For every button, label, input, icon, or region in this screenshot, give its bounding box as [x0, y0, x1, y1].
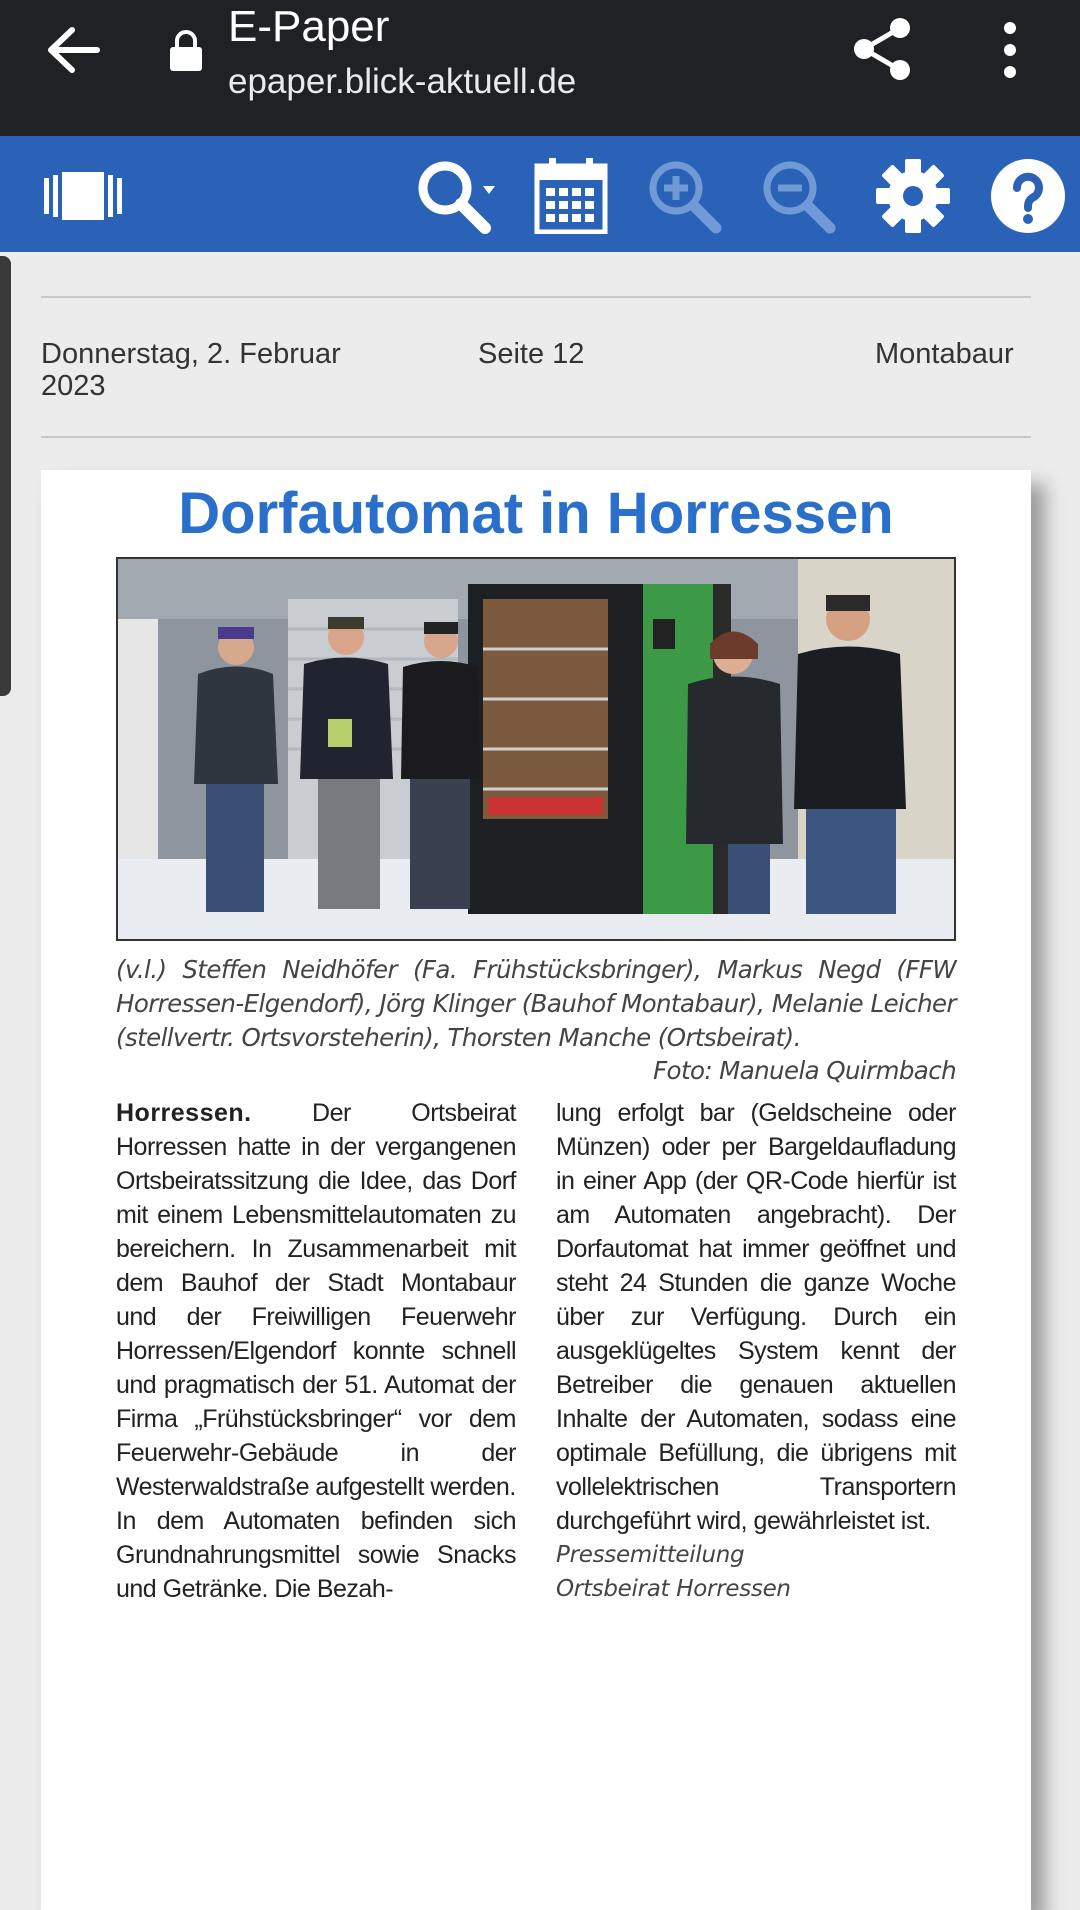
- page-title: E-Paper: [228, 2, 390, 51]
- photo-caption: (v.l.) Steffen Neidhöfer (Fa. Frühstücksbringer), Markus Negd (FFW Horressen-Elgendorf), Jörg Klinger (Bauhof Montabaur), Melanie Leicher (stellvertr. Ortsvorsteherin), Thorsten Manche (Ortsbeirat).: [116, 955, 956, 1052]
- more-vert-icon[interactable]: [990, 20, 1030, 82]
- side-drawer-handle[interactable]: [0, 256, 11, 696]
- press-release-author: Ortsbeirat Horressen: [556, 1576, 791, 1602]
- page-number: Seite 12: [478, 338, 585, 370]
- share-icon[interactable]: [848, 14, 918, 84]
- article-paragraph: Der Ortsbeirat Horressen hatte in der vergangenen Ortsbeiratssitzung die Idee, das Dorf mit einem Lebensmittelautomaten zu bereichern. In Zusammenarbeit mit dem Bauhof der Stadt Montabaur und der Freiwilligen Feuerwehr Horressen/Elgendorf konnte schnell und pragmatisch der 51. Automat der Firma „Frühstücksbringer“ vor dem Feuerwehr-Gebäude in der Westerwaldstraße aufgestellt werden.: [116, 1099, 516, 1501]
- back-arrow-icon[interactable]: [38, 20, 108, 80]
- help-icon[interactable]: [990, 158, 1066, 234]
- issue-date: Donnerstag, 2. Februar 2023: [41, 338, 341, 402]
- article-photo: [116, 557, 956, 941]
- article-lead: Horressen.: [116, 1099, 252, 1127]
- newspaper-page[interactable]: [41, 470, 1031, 1910]
- article-paragraph: In dem Automaten befinden sich Grundnahrungsmittel sowie Snacks und Getränke. Die Bezah-: [116, 1507, 516, 1603]
- press-release-label: Pressemitteilung: [556, 1542, 745, 1568]
- pages-icon[interactable]: [44, 158, 122, 234]
- article-paragraph: lung erfolgt bar (Geldscheine oder Münzen) oder per Bargeldaufladung in einer App (der QR-Code hierfür ist am Automaten angebracht). Der Dorfautomat hat immer geöffnet und steht 24 Stunden die ganze Woche über zur Verfügung. Durch ein ausgeklügeltes System kennt der Betreiber die genauen aktuellen Inhalte der Automaten, sodass eine optimale Befüllung, die übrigens mit vollelektrischen Transportern durchgeführt wird, gewährleistet ist.: [556, 1099, 956, 1535]
- epaper-toolbar: [0, 136, 1080, 252]
- photo-credit: Foto: Manuela Quirmbach: [653, 1056, 956, 1085]
- article-headline: Dorfautomat in Horressen: [178, 481, 894, 546]
- zoom-in-icon[interactable]: [646, 158, 722, 234]
- edition-location: Montabaur: [875, 338, 1014, 370]
- search-icon[interactable]: [415, 158, 499, 234]
- article-column-1: [116, 1096, 516, 1606]
- article-column-2: [556, 1096, 956, 1606]
- lock-icon: [168, 28, 204, 72]
- divider-top: [41, 296, 1031, 298]
- browser-bar: [0, 0, 1080, 136]
- divider-bottom: [41, 436, 1031, 438]
- settings-icon[interactable]: [875, 158, 951, 234]
- zoom-out-icon[interactable]: [760, 158, 836, 234]
- calendar-icon[interactable]: [533, 158, 609, 234]
- page-url[interactable]: epaper.blick-aktuell.de: [228, 62, 577, 101]
